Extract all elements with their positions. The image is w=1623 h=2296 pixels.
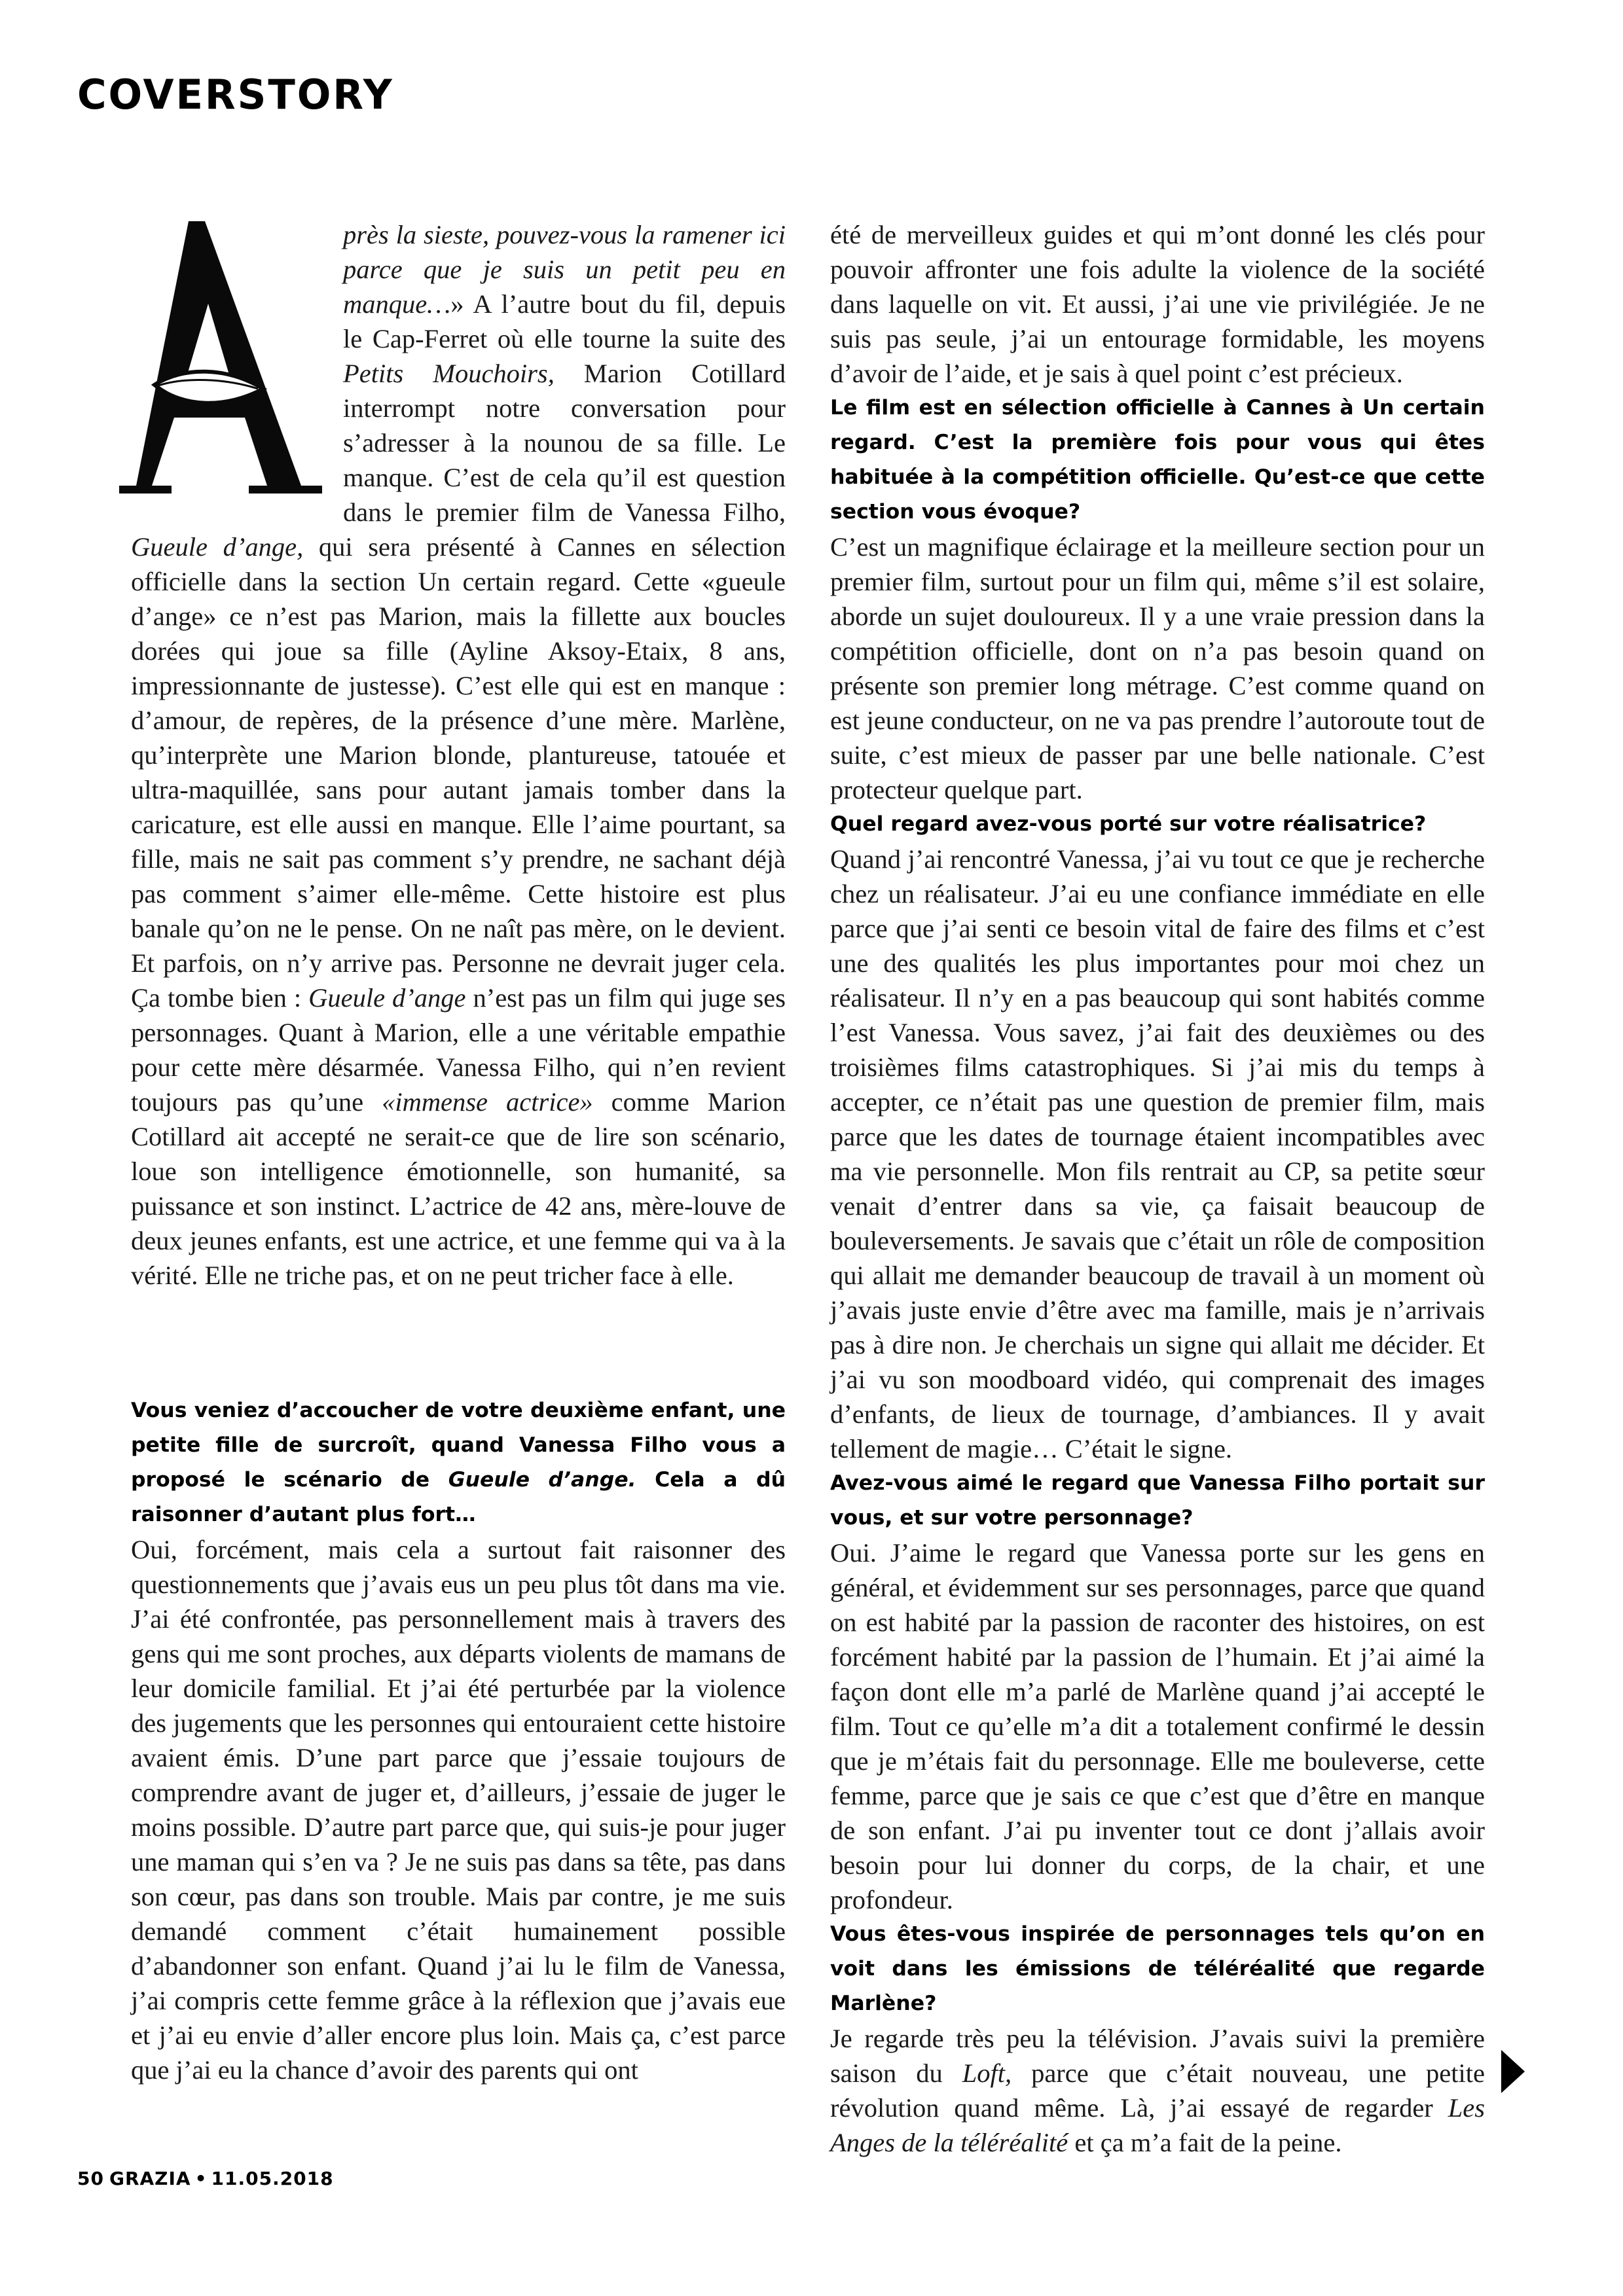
magazine-name: GRAZIA	[109, 2168, 191, 2189]
interview-answer-3: Quand j’ai rencontré Vanessa, j’ai vu tout ce que je recherche chez un réalisateur. J’ai eu une confiance immédiate en elle parce que j’ai senti ce besoin vital de faire des films et c’est une des qualités les plus importantes pour moi chez un réalisateur. Il n’y en a pas beaucoup qui sont habités comme l’est Vanessa. Vous savez, j’ai fait des deuxièmes ou des troisièmes films catastrophiques. Si j’ai mis du temps à accepter, ce n’était pas une question de premier film, mais parce que les dates de tournage étaient incompatibles avec ma vie personnelle. Mon fils rentrait au CP, sa petite sœur venait d’entrer dans sa vie, ça faisait beaucoup de bouleversements. Je savais que c’était un rôle de composition qui allait me demander beaucoup de travail à un moment où j’avais juste envie d’être avec ma famille, mais je n’arrivais pas à dire non. Je cherchais un signe qui allait me décider. Et j’ai vu son moodboard vidéo, qui comprenait des images d’enfants, de lieux de tournage, d’ambiances. Il y avait tellement de magie… C’était le signe.	[830, 844, 1485, 1463]
interview-question-4: Avez-vous aimé le regard que Vanessa Filho portait sur vous, et sur votre personnage?	[830, 1471, 1485, 1530]
dropcap-letter-a-icon	[111, 221, 334, 507]
right-column	[830, 217, 1485, 2160]
interview-answer-4: Oui. J’aime le regard que Vanessa porte sur les gens en général, et évidemment sur ses personnages, parce que quand on est habité par la passion de raconter des histoires, on est forcément habité par la passion de l’humain. Et j’ai aimé la façon dont elle m’a parlé de Marlène quand j’ai accepté le film. Tout ce qu’elle m’a dit a totalement confirmé le dessin que je m’étais fait du personnage. Elle me bouleverse, cette femme, parce que je sais ce que c’est que d’être en manque de son enfant. J’ai pu inventer tout ce dont j’allais avoir besoin pour lui donner du corps, de la chair, et une profondeur.	[830, 1538, 1485, 1914]
issue-date: 11.05.2018	[211, 2168, 334, 2189]
interview-answer-5: Je regarde très peu la télévision. J’avais suivi la première saison du Loft, parce que c’était nouveau, une petite révolution quand même. Là, j’ai essayé de regarder Les Anges de la téléréalité et ça m’a fait de la peine.	[830, 2024, 1486, 2157]
interview-answer-1-continued: été de merveilleux guides et qui m’ont donné les clés pour pouvoir affronter une fois adulte la violence de la société dans laquelle on vit. Et aussi, j’ai une vie privilégiée. Je ne suis pas seule, j’ai un entourage formidable, les moyens d’avoir de l’aide, et je sais à quel point c’est précieux.	[830, 220, 1485, 388]
footer-separator: •	[194, 2168, 208, 2189]
page-number: 50	[77, 2168, 104, 2189]
interview-question-5: Vous êtes-vous inspirée de personnages tels qu’on en voit dans les émissions de téléréalité que regarde Marlène?	[830, 1922, 1485, 2015]
interview-question-2: Le film est en sélection officielle à Cannes à Un certain regard. C’est la première fois pour vous qui êtes habituée à la compétition officielle. Qu’est-ce que cette section vous évoque?	[830, 396, 1485, 524]
left-column	[131, 217, 786, 2087]
page-footer	[77, 2168, 334, 2189]
triangle-right-icon	[1501, 2050, 1525, 2093]
section-title: COVERSTORY	[77, 71, 394, 118]
interview-question-3: Quel regard avez-vous porté sur votre réalisatrice?	[830, 812, 1427, 836]
intro-paragraph: près la sieste, pouvez-vous la ramener ici parce que je suis un petit peu en manque…» A l’autre bout du fil, depuis le Cap-Ferret où elle tourne la suite des Petits Mouchoirs, Marion Cotillard interrompt notre conversation pour s’adresser à la nounou de sa fille. Le manque. C’est de cela qu’il est question dans le premier film de Vanessa Filho, Gueule d’ange, qui sera présenté à Cannes en sélection officielle dans la section Un certain regard. Cette «gueule d’ange» ce n’est pas Marion, mais la fillette aux boucles dorées qui joue sa fille (Ayline Aksoy-Etaix, 8 ans, impressionnante de justesse). C’est elle qui est en manque : d’amour, de repères, de la présence d’une mère. Marlène, qu’interprète une Marion blonde, plantureuse, tatouée et ultra-maquillée, sans pour autant jamais tomber dans la caricature, est elle aussi en manque. Elle l’aime pourtant, sa fille, mais ne sait pas comment s’y prendre, ne sachant déjà pas comment s’aimer elle-même. Cette histoire est plus banale qu’on ne le pense. On ne naît pas mère, on le devient. Et parfois, on n’y arrive pas. Personne ne devrait juger cela. Ça tombe bien : Gueule d’ange n’est pas un film qui juge ses personnages. Quant à Marion, elle a une véritable empathie pour cette mère désarmée. Vanessa Filho, qui n’en revient toujours pas qu’une «immense actrice» comme Marion Cotillard ait accepté ne serait-ce que de lire son scénario, loue son intelligence émotionnelle, son humanité, sa puissance et son instinct. L’actrice de 42 ans, mère-louve de deux jeunes enfants, est une actrice, et une femme qui va à la vérité. Elle ne triche pas, et on ne peut tricher face à elle.	[131, 220, 786, 1290]
interview-question-1: Vous veniez d’accoucher de votre deuxième enfant, une petite fille de surcroît, quand Vanessa Filho vous a proposé le scénario de Gueule d’ange. Cela a dû raisonner d’autant plus fort…	[131, 1399, 786, 1526]
interview-answer-2: C’est un magnifique éclairage et la meilleure section pour un premier film, surtout pour un film qui, même s’il est solaire, aborde un sujet douloureux. Il y a une vraie pression dans la compétition officielle, dont on n’a pas besoin quand on présente son premier long métrage. C’est comme quand on est jeune conducteur, on ne va pas prendre l’autoroute tout de suite, c’est mieux de passer par une belle nationale. C’est protecteur quelque part.	[830, 532, 1485, 804]
interview-answer-1: Oui, forcément, mais cela a surtout fait raisonner des questionnements que j’avais eus un peu plus tôt dans ma vie. J’ai été confrontée, pas personnellement mais à travers des gens qui me sont proches, aux départs violents de mamans de leur domicile familial. Et j’ai été perturbée par la violence des jugements que les personnes qui entouraient cette histoire avaient émis. D’une part parce que j’essaie toujours de comprendre avant de juger et, d’ailleurs, j’essaie de juger le moins possible. D’autre part parce que, qui suis-je pour juger une maman qui s’en va ? Je ne suis pas dans sa tête, pas dans son cœur, pas dans son trouble. Mais par contre, je me suis demandé comment c’était humainement possible d’abandonner son enfant. Quand j’ai lu le film de Vanessa, j’ai compris cette femme grâce à la réflexion que j’avais eue et j’ai eu envie d’aller encore plus loin. Mais ça, c’est parce que j’ai eu la chance d’avoir des parents qui ont	[131, 1535, 786, 2085]
